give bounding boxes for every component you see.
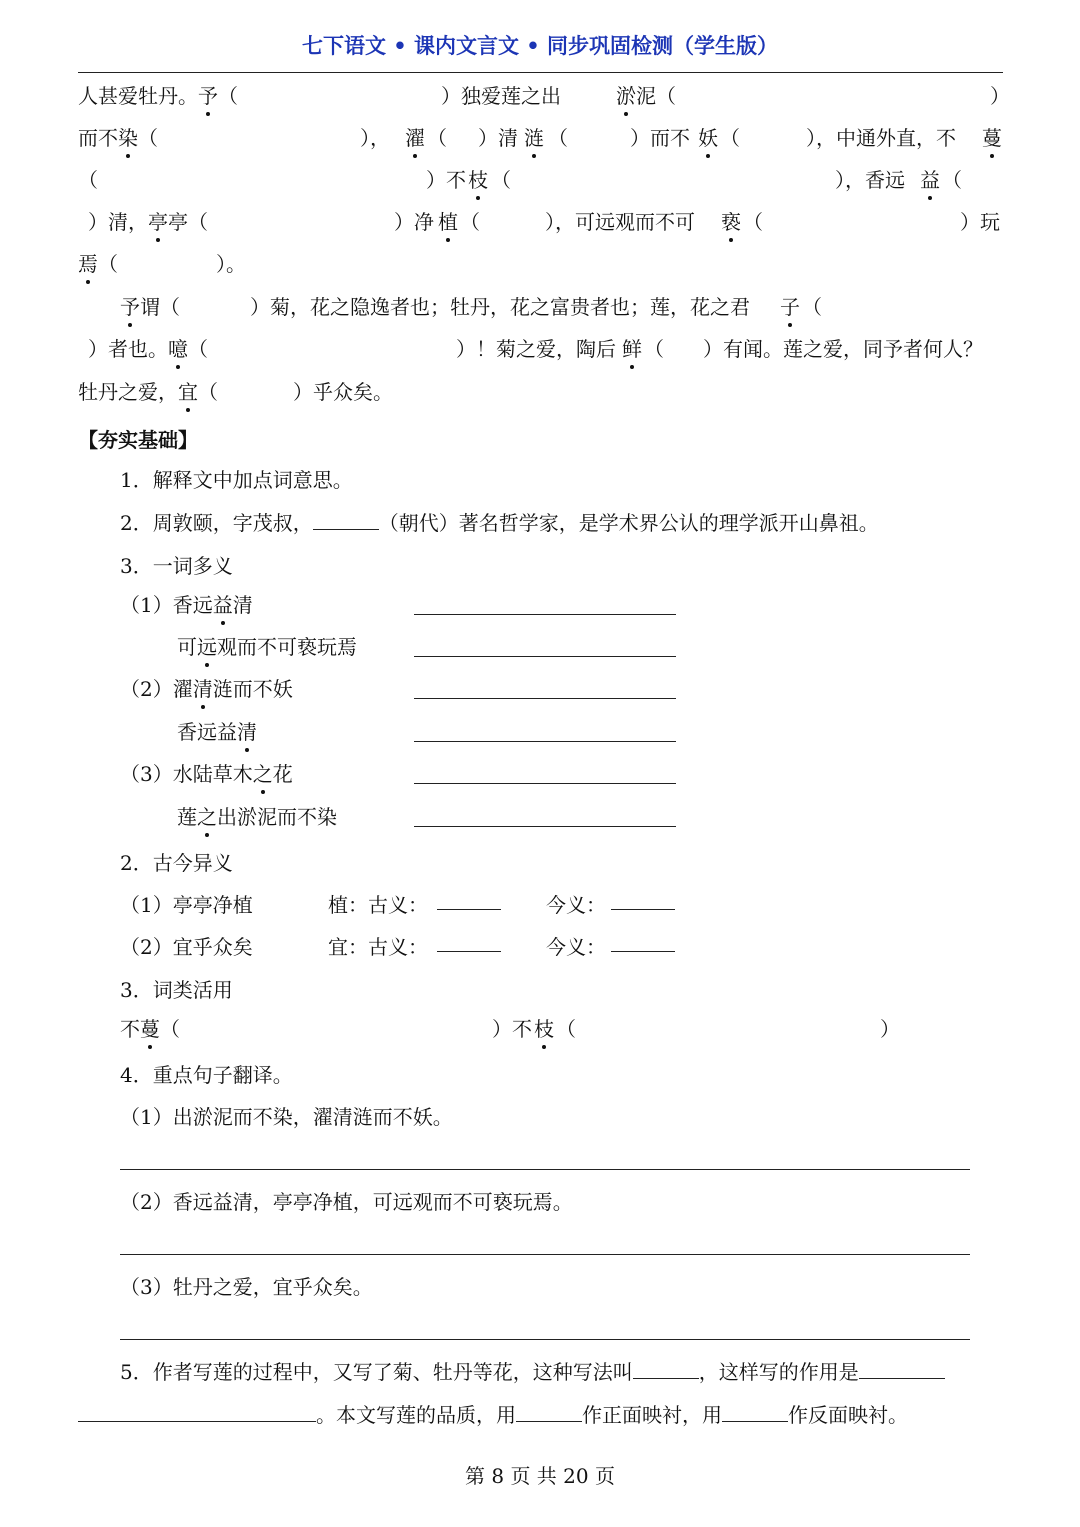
q3-title: 3．一词多义 [120, 554, 233, 578]
q5-line [120, 1015, 900, 1043]
text: ）！菊之爱，陶后 [456, 337, 616, 361]
text: 宜乎众矣 [172, 935, 253, 959]
answer-line[interactable] [414, 656, 676, 657]
q6-sentence-3: （3）牡丹之爱，宜乎众矣。 [120, 1275, 373, 1299]
dotted-word: 植 [438, 210, 458, 234]
paren-open: （ [644, 337, 664, 361]
paren-open: （ [188, 337, 208, 361]
paren-open: （ [556, 1017, 576, 1041]
question-1: 1．解释文中加点词意思。 [120, 468, 353, 492]
q3-item-2b [177, 718, 257, 746]
dotted-word: 焉 [78, 252, 98, 276]
text: ）不 [492, 1017, 532, 1041]
text: ）， [360, 126, 390, 150]
text: 今义： [546, 893, 606, 917]
text: 牡丹之爱， [78, 380, 178, 404]
text: 观而不可亵玩焉 [217, 635, 357, 659]
dotted-word: 之 [197, 805, 217, 829]
dotted-word: 蔓 [982, 126, 1002, 150]
text: 植：古义： [328, 893, 428, 917]
item-number: （1） [120, 893, 173, 917]
text: 香远益 [177, 720, 237, 744]
text: 不 [120, 1017, 140, 1041]
text: 清 [232, 593, 253, 617]
paren-open: （ [198, 380, 218, 404]
paren-open: （ [78, 168, 98, 192]
text: ）有闻。莲之爱，同予者何人？ [703, 337, 983, 361]
paren-open: （ [743, 210, 763, 234]
paren-open: （ [98, 252, 118, 276]
paren-open: （ [218, 84, 238, 108]
text: ）净 [394, 210, 434, 234]
q3-item-3a [120, 760, 293, 788]
text: ），香远 [835, 168, 905, 192]
passage-line-7 [78, 335, 983, 363]
paren-close: ） [880, 1017, 900, 1041]
passage-line-3 [78, 166, 962, 194]
answer-blank[interactable] [859, 1360, 945, 1379]
dotted-word: 蔓 [140, 1017, 160, 1041]
q3-item-1a [120, 591, 253, 619]
dotted-word: 亭 [148, 210, 168, 234]
text: 濯 [172, 677, 193, 701]
text: ）独爱莲之出 [441, 84, 561, 108]
text: 而不 [78, 126, 118, 150]
text: 谓（ [140, 295, 180, 319]
q4-row-1 [120, 891, 606, 919]
text: 今义： [546, 935, 606, 959]
text: ）乎众矣。 [293, 380, 393, 404]
dotted-word: 濯 [405, 126, 425, 150]
passage-line-2 [78, 124, 1002, 152]
text: ），可远观而不可 [545, 210, 695, 234]
q6-sentence-1: （1）出淤泥而不染，濯清涟而不妖。 [120, 1105, 453, 1129]
answer-blank[interactable] [437, 891, 501, 910]
dotted-word: 远 [197, 635, 217, 659]
text: ）菊，花之隐逸者也；牡丹，花之富贵者也；莲，花之君 [250, 295, 750, 319]
passage-line-4 [78, 208, 1000, 236]
dotted-word: 亵 [721, 210, 741, 234]
page-header-title: 七下语文 • 课内文言文 • 同步巩固检测（学生版） [301, 34, 779, 58]
q6-sentence-2: （2）香远益清，亭亭净植，可远观而不可亵玩焉。 [120, 1190, 573, 1214]
paren-open: （ [460, 210, 480, 234]
page-footer: 第 8 页 共 20 页 [465, 1464, 615, 1488]
text: ）者也。 [88, 337, 168, 361]
text: 涟而不妖 [212, 677, 293, 701]
text: 作反面映衬。 [788, 1403, 908, 1427]
dotted-word: 染 [118, 126, 138, 150]
answer-line[interactable] [120, 1169, 970, 1170]
answer-blank[interactable] [611, 891, 675, 910]
text: ，这样写的作用是 [698, 1360, 859, 1384]
dotted-word: 子 [780, 295, 800, 319]
q4-row-2 [120, 933, 606, 961]
answer-line[interactable] [120, 1254, 970, 1255]
passage-line-1 [78, 82, 1010, 110]
text: ）而不 [630, 126, 690, 150]
paren-open: （ [160, 1017, 180, 1041]
dotted-word: 涟 [524, 126, 544, 150]
text: 人甚爱牡丹。 [78, 84, 198, 108]
item-number: （2） [120, 935, 173, 959]
paren-open: （ [548, 126, 568, 150]
q4-title: 2．古今异义 [120, 851, 233, 875]
item-number: （2） [120, 677, 173, 701]
text: 出淤泥而不染 [217, 805, 337, 829]
dotted-word: 鲜 [622, 337, 642, 361]
q7-line-2 [78, 1401, 908, 1429]
text: （朝代）著名哲学家，是学术界公认的理学派开山鼻祖。 [378, 511, 879, 535]
q3-item-3b [177, 803, 337, 831]
item-number: （3） [120, 762, 173, 786]
item-number: （1） [120, 593, 173, 617]
text: ）不 [426, 168, 466, 192]
answer-blank[interactable] [437, 933, 501, 952]
dotted-word: 益 [212, 593, 233, 617]
paren-close: ） [990, 84, 1010, 108]
text: 莲 [177, 805, 197, 829]
text: ），中通外直，不 [806, 126, 956, 150]
dotted-word: 之 [252, 762, 273, 786]
q3-item-1b [177, 633, 357, 661]
answer-line[interactable] [414, 826, 676, 827]
paren-open: （ [942, 168, 962, 192]
text: ）。 [216, 252, 246, 276]
paren-open: （ [720, 126, 740, 150]
paren-open: （ [802, 295, 822, 319]
paren-open: （ [427, 126, 447, 150]
q6-title: 4．重点句子翻译。 [120, 1063, 293, 1087]
dotted-word: 予 [198, 84, 218, 108]
question-2 [120, 509, 879, 537]
section-title: 【夯实基础】 [78, 428, 198, 452]
answer-blank[interactable] [78, 1403, 316, 1422]
dotted-word: 噫 [168, 337, 188, 361]
dotted-word: 淤 [616, 84, 636, 108]
text: 作正面映衬，用 [582, 1403, 722, 1427]
dotted-word: 清 [237, 720, 257, 744]
text: 亭（ [168, 210, 208, 234]
text: ）玩 [960, 210, 1000, 234]
text: 。本文写莲的品质，用 [316, 1403, 516, 1427]
text: 可 [177, 635, 197, 659]
dotted-word: 妖 [698, 126, 718, 150]
passage-line-6 [120, 293, 822, 321]
text: ）清 [478, 126, 518, 150]
text: 2．周敦颐，字茂叔， [120, 511, 313, 535]
q3-item-2a [120, 675, 293, 703]
dotted-word: 清 [192, 677, 213, 701]
text: 香远 [172, 593, 213, 617]
paren-open: （ [491, 168, 511, 192]
text: 泥（ [636, 84, 676, 108]
answer-blank[interactable] [516, 1403, 582, 1422]
dotted-word: 宜 [178, 380, 198, 404]
answer-blank[interactable] [722, 1403, 788, 1422]
passage-line-5 [78, 250, 246, 278]
passage-line-8 [78, 378, 393, 406]
dotted-word: 予 [120, 295, 140, 319]
answer-line[interactable] [414, 741, 676, 742]
answer-line[interactable] [414, 614, 676, 615]
q7-line-1 [120, 1358, 945, 1386]
text: 宜：古义： [328, 935, 428, 959]
text: 水陆草木 [172, 762, 253, 786]
answer-blank[interactable] [611, 933, 675, 952]
header-divider [78, 72, 1003, 73]
dotted-word: 枝 [468, 168, 488, 192]
text: ）清， [88, 210, 148, 234]
dotted-word: 益 [920, 168, 940, 192]
paren-open: （ [138, 126, 158, 150]
text: 亭亭净植 [172, 893, 253, 917]
answer-line[interactable] [414, 698, 676, 699]
answer-line[interactable] [414, 783, 676, 784]
answer-blank[interactable] [633, 1360, 699, 1379]
answer-blank[interactable] [313, 511, 379, 530]
text: 5．作者写莲的过程中，又写了菊、牡丹等花，这种写法叫 [120, 1360, 633, 1384]
text: 花 [272, 762, 293, 786]
q5-title: 3．词类活用 [120, 978, 233, 1002]
answer-line[interactable] [120, 1339, 970, 1340]
dotted-word: 枝 [534, 1017, 554, 1041]
